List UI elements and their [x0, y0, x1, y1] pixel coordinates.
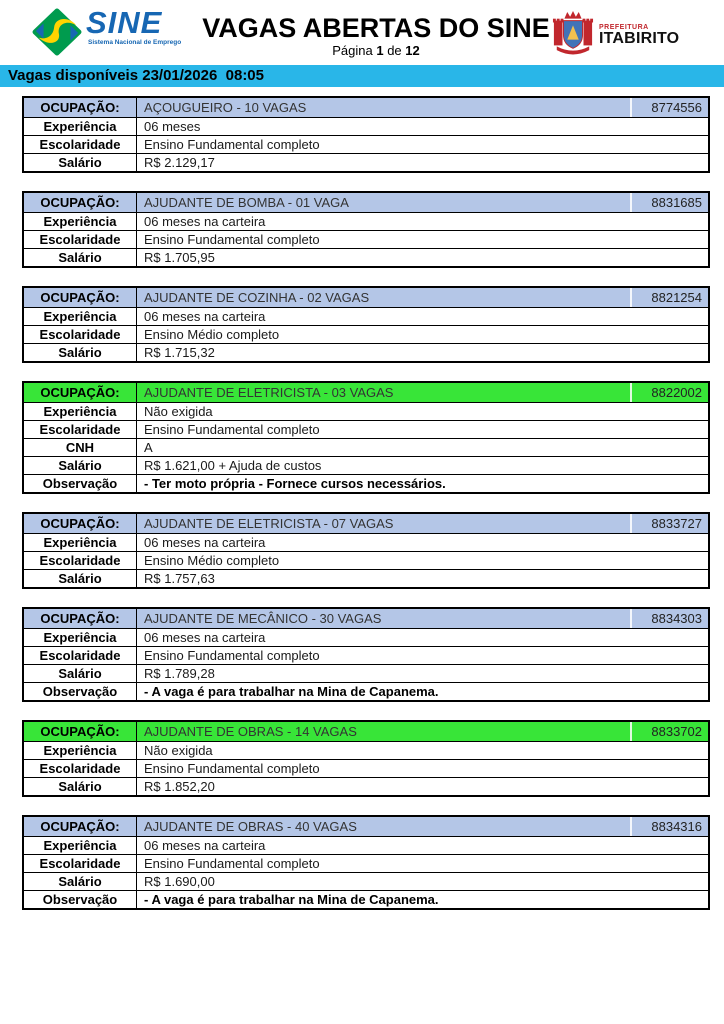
field-value: R$ 1.690,00	[144, 874, 215, 889]
field-value: 06 meses na carteira	[144, 309, 266, 324]
job-field-row	[24, 551, 708, 569]
field-label: Experiência	[24, 534, 137, 551]
job-field-row	[24, 682, 708, 700]
field-value: Ensino Médio completo	[144, 553, 280, 568]
field-value: R$ 1.757,63	[144, 571, 215, 586]
job-code: 8833702	[630, 722, 708, 741]
field-value: R$ 1.789,28	[144, 666, 215, 681]
job-field-row	[24, 402, 708, 420]
field-value: R$ 2.129,17	[144, 155, 215, 170]
field-label: Escolaridade	[24, 136, 137, 153]
field-value: - A vaga é para trabalhar na Mina de Capanema.	[144, 892, 439, 907]
field-label: Salário	[24, 570, 137, 587]
job-title: AJUDANTE DE OBRAS - 14 VAGAS	[144, 724, 357, 739]
prefeitura-label: PREFEITURA	[599, 24, 649, 31]
page-header	[0, 0, 724, 60]
field-label: Escolaridade	[24, 326, 137, 343]
field-label: Salário	[24, 665, 137, 682]
ocupacao-label: OCUPAÇÃO:	[24, 193, 137, 212]
prefeitura-logo	[552, 10, 724, 61]
field-value: A	[144, 440, 153, 455]
field-value: Ensino Fundamental completo	[144, 856, 320, 871]
field-label: Salário	[24, 457, 137, 474]
job-card-header	[24, 98, 708, 117]
job-field-row	[24, 759, 708, 777]
field-value: Não exigida	[144, 743, 213, 758]
page-number	[200, 43, 552, 58]
job-card	[22, 96, 710, 173]
job-field-row	[24, 153, 708, 171]
job-title: AJUDANTE DE BOMBA - 01 VAGA	[144, 195, 349, 210]
job-field-row	[24, 569, 708, 587]
sine-swoosh-icon	[32, 8, 82, 61]
job-field-row	[24, 646, 708, 664]
field-label: Salário	[24, 154, 137, 171]
job-code: 8834316	[630, 817, 708, 836]
field-value: - A vaga é para trabalhar na Mina de Capanema.	[144, 684, 439, 699]
job-field-row	[24, 854, 708, 872]
field-label: Experiência	[24, 742, 137, 759]
field-label: Experiência	[24, 118, 137, 135]
field-value: Ensino Fundamental completo	[144, 422, 320, 437]
job-card	[22, 191, 710, 268]
job-field-row	[24, 836, 708, 854]
job-field-row	[24, 343, 708, 361]
field-label: Salário	[24, 873, 137, 890]
job-card-header	[24, 817, 708, 836]
job-field-row	[24, 890, 708, 908]
field-value: Não exigida	[144, 404, 213, 419]
ocupacao-label: OCUPAÇÃO:	[24, 514, 137, 533]
job-code: 8821254	[630, 288, 708, 307]
job-title: AJUDANTE DE ELETRICISTA - 03 VAGAS	[144, 385, 394, 400]
job-title: AÇOUGUEIRO - 10 VAGAS	[144, 100, 307, 115]
ocupacao-label: OCUPAÇÃO:	[24, 609, 137, 628]
field-label: Escolaridade	[24, 855, 137, 872]
job-field-row	[24, 474, 708, 492]
job-code: 8831685	[630, 193, 708, 212]
job-card-header	[24, 609, 708, 628]
job-title: AJUDANTE DE MECÂNICO - 30 VAGAS	[144, 611, 382, 626]
field-label: Escolaridade	[24, 647, 137, 664]
page-number-current: 1	[376, 43, 384, 58]
page-number-label: Página	[332, 43, 373, 58]
field-value: Ensino Médio completo	[144, 327, 280, 342]
availability-banner: Vagas disponíveis 23/01/2026 08:05	[0, 65, 724, 87]
sine-wordmark: SINE	[86, 5, 163, 40]
field-label: Observação	[24, 891, 137, 908]
job-field-row	[24, 325, 708, 343]
job-field-row	[24, 628, 708, 646]
field-label: Escolaridade	[24, 552, 137, 569]
field-value: R$ 1.715,32	[144, 345, 215, 360]
job-code: 8774556	[630, 98, 708, 117]
field-value: Ensino Fundamental completo	[144, 137, 320, 152]
field-label: Experiência	[24, 308, 137, 325]
city-name: ITABIRITO	[599, 30, 680, 47]
field-value: R$ 1.705,95	[144, 250, 215, 265]
field-label: Experiência	[24, 403, 137, 420]
job-field-row	[24, 777, 708, 795]
job-card-header	[24, 288, 708, 307]
field-label: Salário	[24, 344, 137, 361]
field-label: Escolaridade	[24, 421, 137, 438]
prefeitura-text-block	[599, 24, 679, 47]
field-label: Salário	[24, 778, 137, 795]
job-field-row	[24, 872, 708, 890]
job-card	[22, 512, 710, 589]
ocupacao-label: OCUPAÇÃO:	[24, 98, 137, 117]
job-field-row	[24, 664, 708, 682]
job-card-header	[24, 514, 708, 533]
field-label: Salário	[24, 249, 137, 266]
job-card	[22, 815, 710, 910]
job-field-row	[24, 307, 708, 325]
job-title: AJUDANTE DE OBRAS - 40 VAGAS	[144, 819, 357, 834]
job-cards	[22, 96, 710, 910]
sine-tagline: Sistema Nacional de Emprego	[88, 39, 182, 46]
page-number-total: 12	[405, 43, 420, 58]
field-value: R$ 1.852,20	[144, 779, 215, 794]
job-card-header	[24, 193, 708, 212]
field-label: Observação	[24, 475, 137, 492]
field-label: CNH	[24, 439, 137, 456]
field-value: 06 meses na carteira	[144, 214, 266, 229]
job-card	[22, 381, 710, 494]
ocupacao-label: OCUPAÇÃO:	[24, 383, 137, 402]
field-value: 06 meses	[144, 119, 201, 134]
itabirito-crest-icon	[552, 10, 594, 61]
field-value: 06 meses na carteira	[144, 838, 266, 853]
field-label: Experiência	[24, 629, 137, 646]
sine-wordmark-block	[86, 5, 182, 46]
job-title: AJUDANTE DE COZINHA - 02 VAGAS	[144, 290, 370, 305]
field-value: Ensino Fundamental completo	[144, 232, 320, 247]
job-code: 8833727	[630, 514, 708, 533]
title-block	[200, 8, 552, 58]
job-code: 8822002	[630, 383, 708, 402]
job-field-row	[24, 456, 708, 474]
sine-logo	[32, 5, 200, 61]
field-value: - Ter moto própria - Fornece cursos necessários.	[144, 476, 446, 491]
job-card	[22, 607, 710, 702]
page-title: VAGAS ABERTAS DO SINE	[202, 13, 550, 43]
ocupacao-label: OCUPAÇÃO:	[24, 817, 137, 836]
field-label: Experiência	[24, 213, 137, 230]
field-value: Ensino Fundamental completo	[144, 648, 320, 663]
job-card	[22, 286, 710, 363]
field-label: Escolaridade	[24, 231, 137, 248]
field-label: Observação	[24, 683, 137, 700]
job-field-row	[24, 212, 708, 230]
job-card	[22, 720, 710, 797]
job-card-header	[24, 722, 708, 741]
job-field-row	[24, 230, 708, 248]
job-code: 8834303	[630, 609, 708, 628]
job-field-row	[24, 533, 708, 551]
field-label: Escolaridade	[24, 760, 137, 777]
job-field-row	[24, 420, 708, 438]
field-value: 06 meses na carteira	[144, 630, 266, 645]
job-title: AJUDANTE DE ELETRICISTA - 07 VAGAS	[144, 516, 394, 531]
field-label: Experiência	[24, 837, 137, 854]
job-field-row	[24, 438, 708, 456]
job-field-row	[24, 117, 708, 135]
job-field-row	[24, 135, 708, 153]
field-value: Ensino Fundamental completo	[144, 761, 320, 776]
job-field-row	[24, 741, 708, 759]
ocupacao-label: OCUPAÇÃO:	[24, 288, 137, 307]
field-value: R$ 1.621,00 + Ajuda de custos	[144, 458, 322, 473]
job-card-header	[24, 383, 708, 402]
job-field-row	[24, 248, 708, 266]
field-value: 06 meses na carteira	[144, 535, 266, 550]
page-number-sep: de	[387, 43, 402, 58]
ocupacao-label: OCUPAÇÃO:	[24, 722, 137, 741]
